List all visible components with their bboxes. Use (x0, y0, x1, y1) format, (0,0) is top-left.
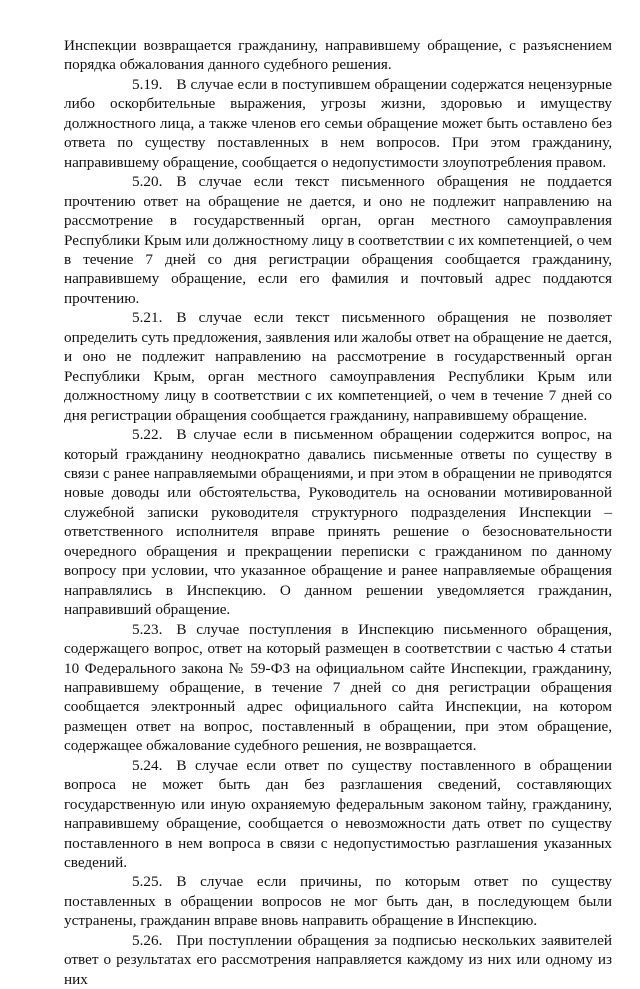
paragraph-number: 5.19. (132, 75, 163, 93)
paragraph-text: В случае если в письменном обращении содержится вопрос, на который гражданину неоднократно давались письменные ответы по существу в связи с ранее направляемыми обращениями, и при этом в обращении не приводятся новые доводы или обстоятельства, Руководитель на основании мотивированной служебной записки руководителя структурного подразделения Инспекции – ответственного исполнителя вправе принять решение о безосновательности очередного обращения и прекращении переписки с гражданином по данному вопросу при условии, что указанное обращение и ранее направляемые обращения направлялись в Инспекцию. О данном решении уведомляется гражданин, направивший обращение. (64, 426, 612, 619)
paragraph-text: При поступлении обращения за подписью нескольких заявителей ответ о результатах его рассмотрения направляется каждому из них или одному из них (64, 931, 612, 988)
paragraph-5-23 (64, 620, 612, 756)
paragraph-continuation (64, 36, 612, 75)
paragraph-number: 5.24. (132, 756, 163, 774)
paragraph-5-26 (64, 931, 612, 989)
paragraph-number: 5.26. (132, 931, 163, 949)
paragraph-number: 5.23. (132, 620, 163, 638)
paragraph-text: В случае если в поступившем обращении содержатся нецензурные либо оскорбительные выражения, угрозы жизни, здоровью и имуществу должностного лица, а также членов его семьи обращение может быть оставлено без ответа по существу поставленных в нем вопросов. При этом гражданину, направившему обращение, сообщается о недопустимости злоупотребления правом. (64, 75, 612, 171)
paragraph-5-22 (64, 425, 612, 620)
paragraph-text: В случае поступления в Инспекцию письменного обращения, содержащего вопрос, ответ на который размещен в соответствии с частью 4 статьи 10 Федерального закона № 59-ФЗ на официальном сайте Инспекции, гражданину, направившему обращение, в течение 7 дней со дня регистрации обращения сообщается электронный адрес официального сайта Инспекции, на котором размещен ответ на вопрос, поставленный в обращении, при этом обращение, содержащее обжалование судебного решения, не возвращается. (64, 620, 612, 755)
paragraph-text: В случае если текст письменного обращения не позволяет определить суть предложения, заявления или жалобы ответ на обращение не дается, и оно не подлежит направлению на рассмотрение в государственный орган Республики Крым, орган местного самоуправления Республики Крым или должностному лицу в соответствии с их компетенцией, о чем в течение 7 дней со дня регистрации обращения сообщается гражданину, направившему обращение. (64, 309, 612, 424)
paragraph-number: 5.20. (132, 173, 163, 191)
paragraph-number: 5.21. (132, 309, 163, 327)
paragraph-text: В случае если текст письменного обращения не поддается прочтению ответ на обращение не дается, и оно не подлежит направлению на рассмотрение в государственный орган, орган местного самоуправления Республики Крым или должностному лицу в соответствии с их компетенцией, о чем в течение 7 дней со дня регистрации обращения сообщается гражданину, направившему обращение, если его фамилия и почтовый адрес поддаются прочтению. (64, 173, 612, 307)
paragraph-text: В случае если ответ по существу поставленного в обращении вопроса не может быть дан без разглашения сведений, составляющих государственную или иную охраняемую федеральным законом тайну, гражданину, направившему обращение, сообщается о невозможности дать ответ по существу поставленного в нем вопроса в связи с недопустимостью разглашения указанных сведений. (64, 756, 612, 872)
document-page (64, 36, 612, 989)
paragraph-number: 5.22. (132, 426, 163, 444)
paragraph-text: Инспекции возвращается гражданину, направившему обращение, с разъяснением порядка обжалования данного судебного решения. (64, 37, 612, 74)
paragraph-5-21 (64, 308, 612, 425)
paragraph-5-24 (64, 756, 612, 873)
paragraph-5-19 (64, 75, 612, 172)
paragraph-5-20 (64, 172, 612, 308)
paragraph-text: В случае если причины, по которым ответ по существу поставленных в обращении вопросов не мог быть дан, в последующем были устранены, гражданин вправе вновь направить обращение в Инспекцию. (64, 873, 612, 930)
paragraph-number: 5.25. (132, 873, 163, 891)
